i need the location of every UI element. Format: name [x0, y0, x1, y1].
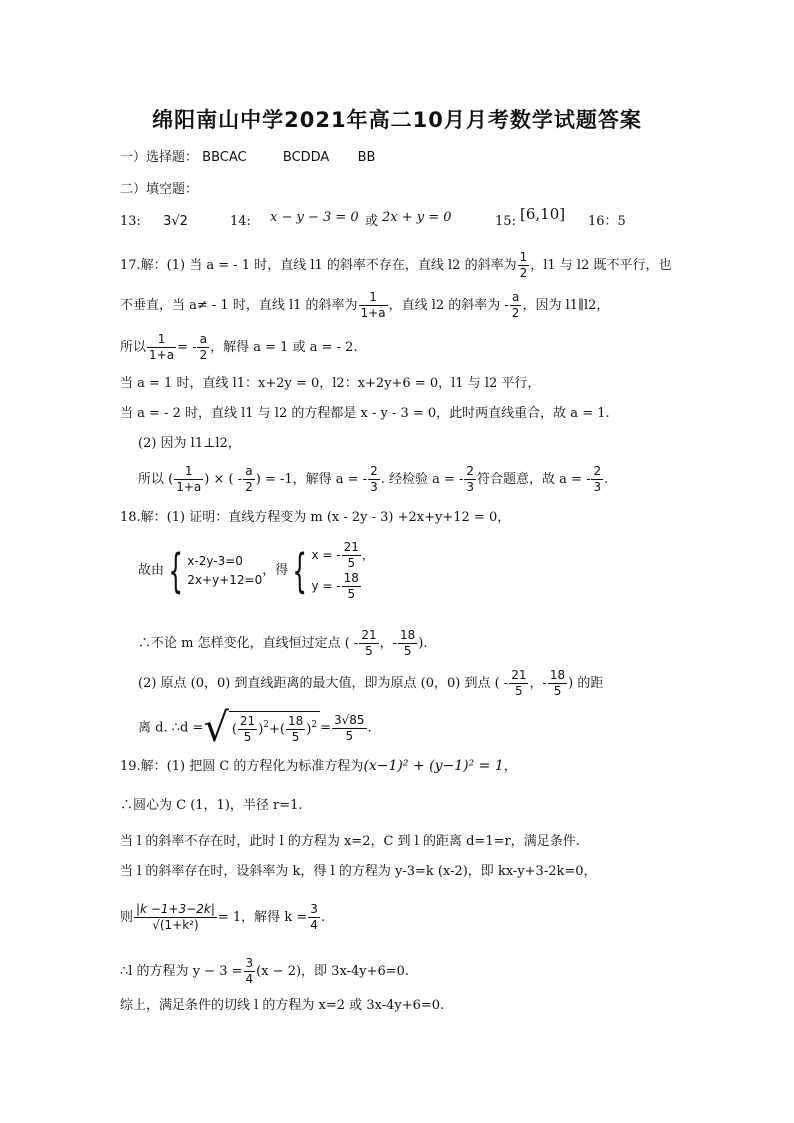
q14-label: 14: — [230, 214, 251, 229]
mc-group-1: BBCAC — [202, 150, 247, 165]
equation-system: x-2y-3=0 2x+y+12=0 — [187, 554, 263, 587]
fraction: $\frac{2}{3}$ — [466, 464, 475, 494]
q14-or: 或 — [365, 214, 379, 229]
p18-line-3: ∴不论 m 怎样变化，直线恒过定点 ( - $\frac{21}{5}$ ，- $\frac{18}{5}$ ). — [138, 628, 428, 658]
fraction: $\frac{1}{1+a}$ — [149, 332, 175, 362]
p18-line-4: (2) 原点 (0，0) 到直线距离的最大值，即为原点 (0，0) 到点 ( - $\frac{21}{5}$ ，- $\frac{18}{5}$ ) 的距 — [138, 668, 604, 698]
mc-label: 一）选择题： — [120, 150, 199, 165]
q15-label: 15: — [495, 214, 516, 229]
fraction: $\frac{2}{3}$ — [370, 464, 378, 494]
p17-line-2: 不垂直，当 a≠ - 1 时，直线 l1 的斜率为 $\frac{1}{1+a}$ ，直线 l2 的斜率为 - $\frac{a}{2}$ ，因为 l1∥l2， — [120, 290, 610, 320]
fraction: $\frac{1}{2}$ — [519, 250, 528, 280]
distance-radicand: ( $\frac{21}{5}$ )$^2$+( $\frac{18}{5}$ )$^2$ — [229, 711, 320, 745]
fill-blank-label: 二）填空题： — [120, 182, 199, 197]
p17-line-1: 17.解：(1) 当 a = - 1 时，直线 l1 的斜率不存在，直线 l2 的斜率为 $\frac{1}{2}$ ，l1 与 l2 既不平行，也 — [120, 250, 672, 280]
p19-line-4: 当 l 的斜率存在时，设斜率为 k，得 l 的方程为 y-3=k (x-2)，即 kx-y+3-2k=0， — [120, 864, 597, 879]
fraction: $\frac{a}{2}$ — [245, 464, 253, 494]
p19-line-5: 则 $\frac{|k -1+3-2k|}{\text{√(1+k²)}}$ = 1，解得 k = $\frac{3}{4}$ . — [120, 902, 326, 932]
fraction: $\frac{2}{3}$ — [593, 464, 602, 494]
fraction: $\frac{a}{2}$ — [199, 332, 208, 362]
fraction: $\frac{1}{1+a}$ — [176, 464, 202, 494]
fraction: $\frac{a}{2}$ — [511, 290, 520, 320]
solution-system: x = - $\frac{21}{5}$ ， y = - $\frac{18}{5}$ — [311, 540, 374, 601]
mc-group-2: BCDDA — [282, 150, 330, 165]
q14-answer-1: x − y − 3 = 0 — [270, 210, 359, 225]
p17-line-7: 所以 ( $\frac{1}{1+a}$ ) × ( - $\frac{a}{2}$ ) = -1，解得 a = - $\frac{2}{3}$ . 经检验 a = - $\frac{2}{3}$ 符合题意，故 a = - $\frac{2}{3}$ . — [138, 464, 609, 494]
p17-line-6: (2) 因为 l1⊥l2， — [138, 436, 241, 451]
p19-line-6: ∴l 的方程为 y − 3 = $\frac{3}{4}$ (x − 2)，即 3x-4y+6=0. — [120, 956, 410, 986]
q16-answer: 16：5 — [588, 214, 626, 229]
fill-blank-answers — [120, 205, 680, 232]
p18-system: 故由{ x-2y-3=0 2x+y+12=0 ，得{ x = - $\frac{21}{5}$ ， y = - $\frac{18}{5}$ — [138, 540, 374, 601]
p19-line-2: ∴圆心为 C (1，1)，半径 r=1. — [120, 798, 303, 813]
fraction: $\frac{1}{1+a}$ — [360, 290, 386, 320]
q13-answer: 3√2 — [163, 214, 188, 229]
q13-label: 13: — [120, 214, 141, 229]
p19-line-3: 当 l 的斜率不存在时，此时 l 的方程为 x=2，C 到 l 的距离 d=1=r，满足条件. — [120, 834, 580, 849]
p17-line-3: 所以 $\frac{1}{1+a}$ = - $\frac{a}{2}$ ，解得 a = 1 或 a = - 2. — [120, 332, 358, 362]
p18-line-1: 18.解：(1) 证明：直线方程变为 m (x - 2y - 3) +2x+y+12 = 0， — [120, 510, 511, 525]
q15-answer: [6,10] — [520, 205, 566, 223]
multiple-choice-answers — [120, 148, 375, 168]
p17-line-4: 当 a = 1 时，直线 l1：x+2y = 0，l2：x+2y+6 = 0，l1 与 l2 平行， — [120, 376, 541, 391]
p19-line-7: 综上，满足条件的切线 l 的方程为 x=2 或 3x-4y+6=0. — [120, 998, 445, 1013]
page-title: 绵阳南山中学2021年高二10月月考数学试题答案 — [152, 108, 642, 132]
q14-answer-2: 2x + y = 0 — [382, 210, 452, 225]
p19-line-1: 19.解：(1) 把圆 C 的方程化为标准方程为(x−1)² + (y−1)² = 1， — [120, 758, 517, 774]
distance-fraction: $\frac{|k -1+3-2k|}{\text{√(1+k²)}}$ — [136, 902, 215, 932]
p18-line-5: 离 d. ∴d =√ ( $\frac{21}{5}$ )$^2$+( $\frac{18}{5}$ )$^2$ = $\frac{3√85}{5}$ . — [138, 705, 372, 751]
mc-group-3: BB — [357, 150, 376, 165]
p17-line-5: 当 a = - 2 时，直线 l1 与 l2 的方程都是 x - y - 3 = 0，此时两直线重合，故 a = 1. — [120, 406, 610, 421]
